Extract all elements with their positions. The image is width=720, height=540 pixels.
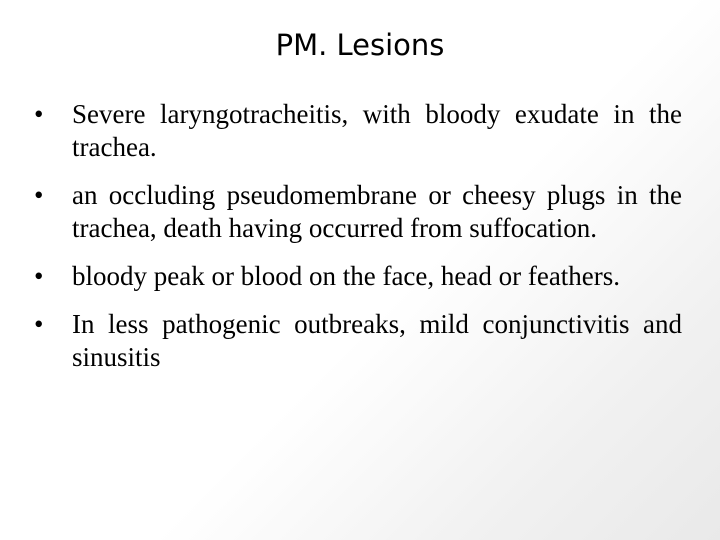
- bullet-item: [34, 308, 682, 374]
- bullet-text: In less pathogenic outbreaks, mild conjunctivitis and sinusitis: [72, 309, 682, 372]
- bullet-icon: •: [34, 180, 44, 210]
- bullet-text: bloody peak or blood on the face, head or feathers.: [72, 261, 621, 291]
- bullet-text: Severe laryngotracheitis, with bloody exudate in the trachea.: [72, 99, 682, 162]
- bullet-list: [34, 98, 682, 389]
- bullet-icon: •: [34, 309, 44, 339]
- bullet-icon: •: [34, 99, 44, 129]
- bullet-icon: •: [34, 261, 44, 291]
- bullet-item: [34, 179, 682, 245]
- bullet-text: an occluding pseudomembrane or cheesy plugs in the trachea, death having occurred from suffocation.: [72, 180, 682, 243]
- bullet-item: [34, 260, 682, 293]
- bullet-item: [34, 98, 682, 164]
- slide-title: PM. Lesions: [275, 28, 445, 62]
